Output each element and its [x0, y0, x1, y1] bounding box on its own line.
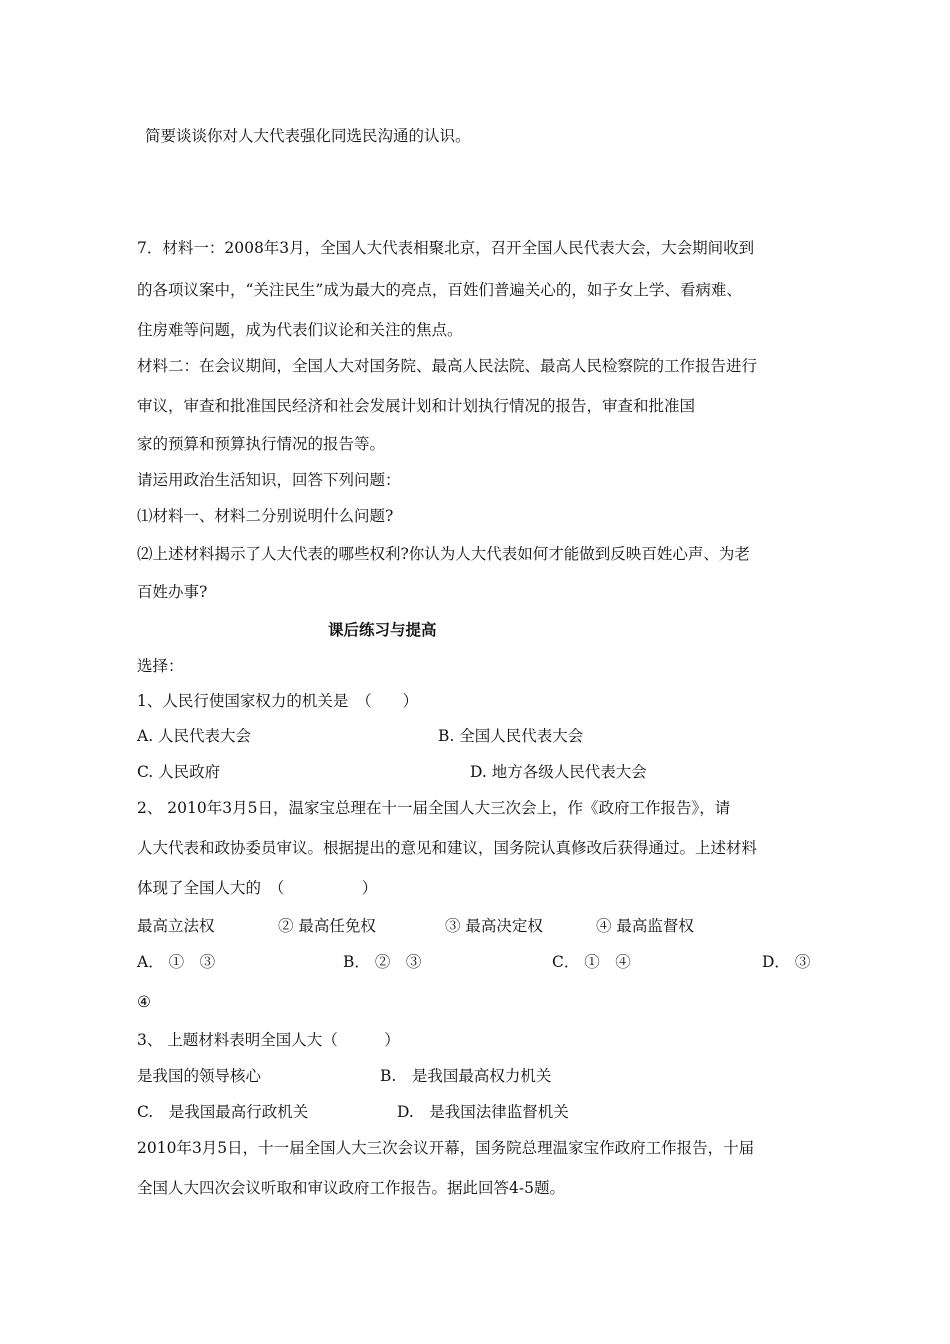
mc2-option-c: C． ① ④: [552, 953, 631, 971]
mc45-intro-line-1: 2010年3月5日，十一届全国人大三次会议开幕，国务院总理温家宝作政府工作报告，十届: [137, 1139, 755, 1157]
mc3-option-d: D. 是我国法律监督机关: [397, 1103, 569, 1121]
mc3-stem: 3、 上题材料表明全国人大（ ）: [137, 1031, 400, 1049]
mc1-option-b: B. 全国人民代表大会: [438, 727, 584, 745]
mc2-option-a: A． ① ③: [137, 953, 216, 971]
section-title: 课后练习与提高: [328, 620, 437, 639]
mc2-line-2: 人大代表和政协委员审议。根据提出的意见和建议，国务院认真修改后获得通过。上述材料: [137, 839, 758, 857]
mc2-item-3: ③ 最高决定权: [445, 917, 543, 935]
mc45-intro-line-2: 全国人大四次会议听取和审议政府工作报告。据此回答4-5题。: [137, 1179, 565, 1197]
mc2-item-4: ④ 最高监督权: [596, 917, 694, 935]
q7-line-6: 家的预算和预算执行情况的报告等。: [137, 435, 386, 453]
mc3-option-a: 是我国的领导核心: [137, 1067, 262, 1085]
q7-sub-question-2: ⑵上述材料揭示了人大代表的哪些权利?你认为人大代表如何才能做到反映百姓心声、为老: [137, 545, 750, 563]
q7-line-7: 请运用政治生活知识，回答下列问题：: [137, 471, 401, 489]
mc3-option-c: C. 是我国最高行政机关: [137, 1103, 309, 1121]
q7-sub-question-2-cont: 百姓办事?: [137, 583, 208, 601]
mc2-option-d: D． ③: [762, 953, 811, 971]
mc1-option-c: C. 人民政府: [137, 763, 221, 781]
choose-label: 选择：: [137, 657, 184, 675]
q7-line-4: 材料二：在会议期间，全国人大对国务院、最高人民法院、最高人民检察院的工作报告进行: [137, 357, 758, 375]
mc1-option-d: D. 地方各级人民代表大会: [470, 763, 647, 781]
q7-line-2: 的各项议案中，“关注民生”成为最大的亮点，百姓们普遍关心的，如子女上学、看病难、: [137, 281, 742, 299]
mc2-option-d-wrap: ④: [137, 993, 151, 1011]
mc2-line-3: 体现了全国人大的 （ ）: [137, 879, 378, 897]
q7-line-1: 7．材料一：2008年3月，全国人大代表相聚北京，召开全国人民代表大会，大会期间收到: [137, 239, 755, 257]
mc3-option-b: B. 是我国最高权力机关: [380, 1067, 552, 1085]
q7-line-5: 审议，审查和批准国民经济和社会发展计划和计划执行情况的报告，审查和批准国: [137, 397, 696, 415]
mc2-item-1: 最高立法权: [137, 917, 215, 935]
mc1-option-a: A. 人民代表大会: [137, 727, 252, 745]
mc1-stem: 1、人民行使国家权力的机关是 （ ）: [137, 692, 419, 710]
mc2-option-b: B． ② ③: [343, 953, 422, 971]
intro-prompt: 简要谈谈你对人大代表强化同选民沟通的认识。: [145, 127, 471, 145]
mc2-line-1: 2、 2010年3月5日，温家宝总理在十一届全国人大三次会上，作《政府工作报告》，请: [137, 799, 731, 817]
q7-line-3: 住房难等问题，成为代表们议论和关注的焦点。: [137, 321, 463, 339]
q7-sub-question-1: ⑴材料一、材料二分别说明什么问题?: [137, 507, 394, 525]
mc2-item-2: ② 最高任免权: [278, 917, 376, 935]
